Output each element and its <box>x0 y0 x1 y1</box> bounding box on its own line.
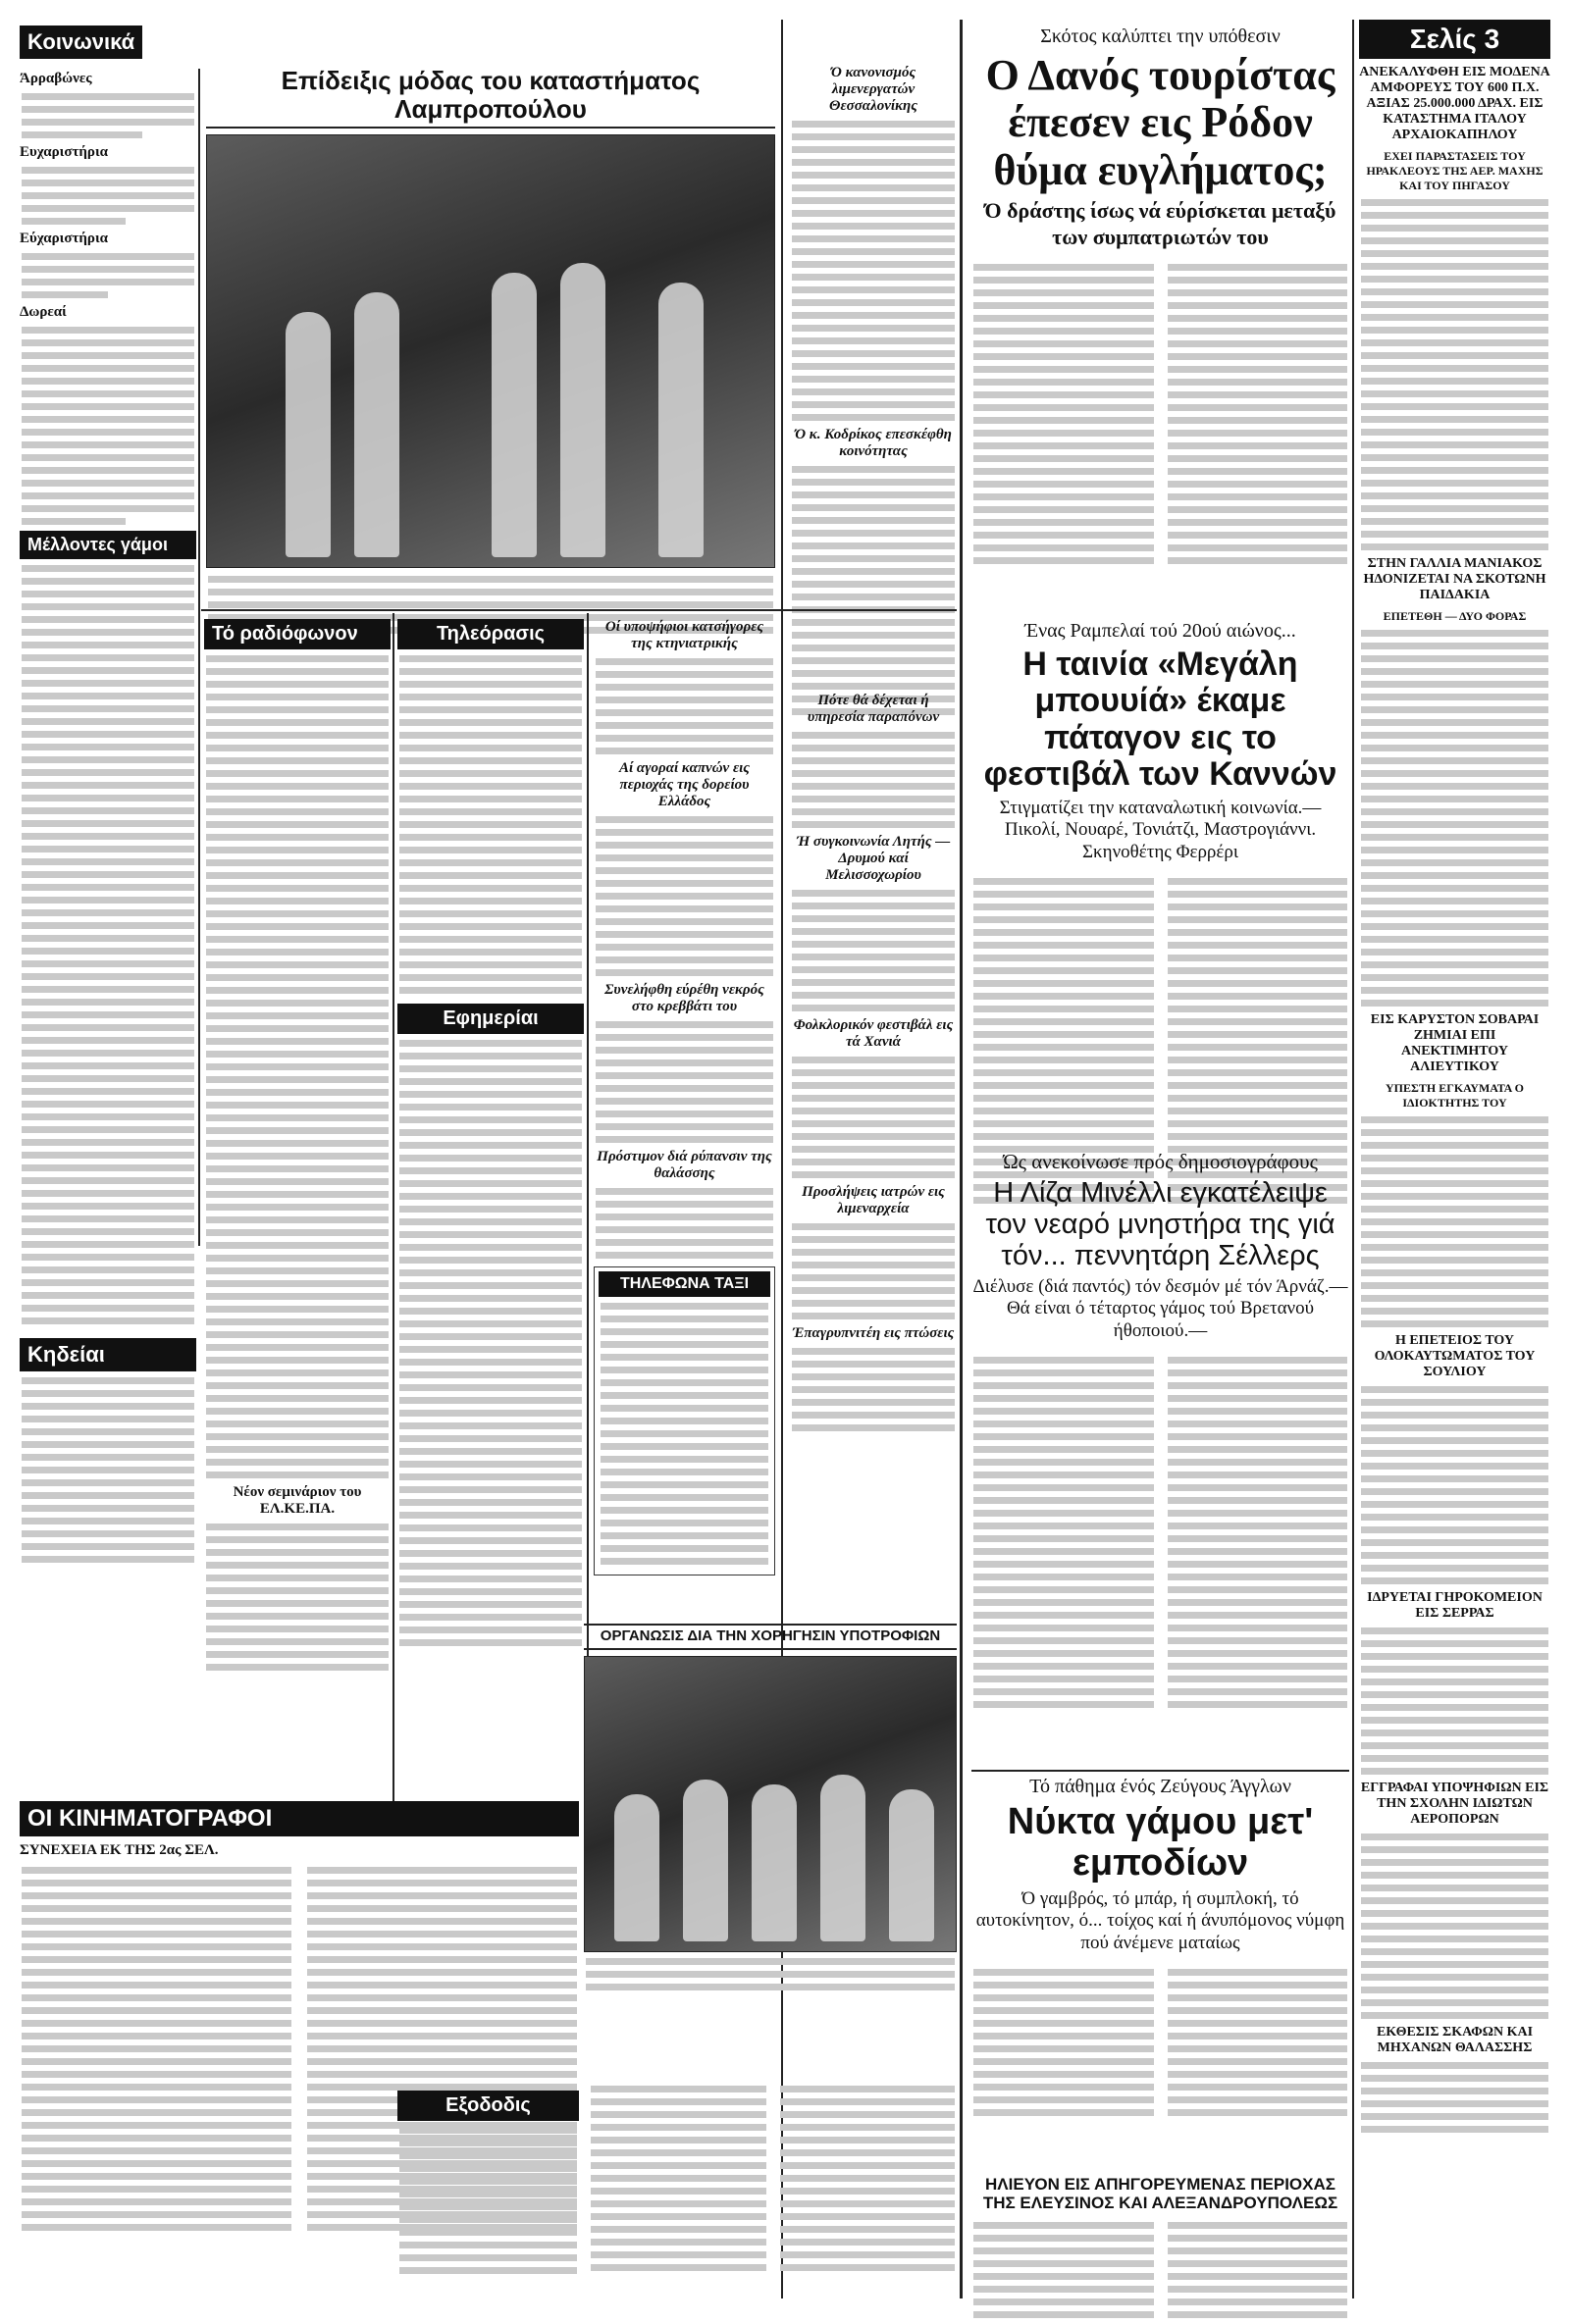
complaints-office-headline: Πότε θά δέχεται ή υπηρεσία παραπόνων <box>807 693 940 725</box>
souli-headline: Η ΕΠΕΤΕΙΟΣ ΤΟΥ ΟΛΟΚΑΥΤΩΜΑΤΟΣ ΤΟΥ ΣΟΥΛΙΟΥ <box>1374 1333 1536 1379</box>
cannes-headline: Η ταινία «Μεγάλη μπουυίά» έκαμε πάταγον εις το φεστιβάλ των Καννών <box>983 646 1337 794</box>
model-figure <box>492 273 537 557</box>
cinemas-band: ΟΙ ΚΙΝΗΜΑΤΟΓΡΑΦΟΙ <box>20 1801 579 1836</box>
cinemas-continuation: ΣΥΝΕΧΕΙΑ ΕΚ ΤΗΣ 2ας ΣΕΛ. <box>20 1842 219 1858</box>
pilots-school-headline: ΕΓΓΡΑΦΑΙ ΥΠΟΨΗΦΙΩΝ ΕΙΣ ΤΗΝ ΣΧΟΛΗΝ ΙΔΙΩΤΩΝ ΑΕΡΟΠΟΡΩΝ <box>1360 1781 1549 1827</box>
page-number-band: Σελίς 3 <box>1359 20 1550 59</box>
boats-exhibition-headline: ΕΚΘΕΣΙΣ ΣΚΑΦΩΝ ΚΑΙ ΜΗΧΑΝΩΝ ΘΑΛΑΣΣΗΣ <box>1376 2025 1534 2055</box>
amphora-headline: ΑΝΕΚΑΛΥΦΘΗ ΕΙΣ ΜΟΔΕΝΑ ΑΜΦΟΡΕΥΣ ΤΟΥ 600 Π.Χ. ΑΞΙΑΣ 25.000.000 ΔΡΑΧ. ΕΙΣ ΚΑΤΑΣΤΗΜΑ ΙΤΑΛΟΥ ΑΡΧΑΙΟΚΑΠΗΛΟΥ <box>1359 65 1550 142</box>
model-figure <box>560 263 605 557</box>
wedding-headline: Νύκτα γάμου μετ' εμποδίων <box>1007 1801 1314 1884</box>
fishing-headline: ΗΛΙΕΥΟΝ ΕΙΣ ΑΠΗΓΟΡΕΥΜΕΝΑΣ ΠΕΡΙΟΧΑΣ ΤΗΣ ΕΛΕΥΣΙΝΟΣ ΚΑΙ ΑΛΕΞΑΝΔΡΟΥΠΟΛΕΩΣ <box>982 2175 1338 2212</box>
vet-candidates-headline: Οί υποψήφιοι κατσήγορες της κτηνιατρικής <box>604 619 764 651</box>
radio-section-band: Τό ραδιόφωνον <box>204 619 391 649</box>
scholarships-headline: ΟΡΓΑΝΩΣΙΣ ΔΙΑ ΤΗΝ ΧΟΡΗΓΗΣΙΝ ΥΠΟΤΡΟΦΙΩΝ <box>584 1624 957 1650</box>
departures-block <box>397 2085 579 2280</box>
karystos-headline: ΕΙΣ ΚΑΡΥΣΤΟΝ ΣΟΒΑΡΑΙ ΖΗΜΙΑΙ ΕΠΙ ΑΝΕΚΤΙΜΗΤΟΥ ΑΛΙΕΥΤΙΚΟΥ <box>1370 1012 1540 1074</box>
engagements-heading: Άρραβώνες <box>20 71 92 86</box>
minnelli-story <box>971 1146 1349 1714</box>
lead-headline: Ο Δανός τουρίστας έπεσεν εις Ρόδον θύμα ευγλήματος; <box>985 51 1335 194</box>
elkepa-seminar-headline: Νέον σεμινάριον του ΕΛ.ΚΕ.ΠΑ. <box>233 1484 362 1517</box>
model-figure <box>286 312 331 557</box>
thanks-heading: Ευχαριστήρια <box>20 144 108 160</box>
lead-story <box>971 22 1349 570</box>
fishing-story <box>971 2176 1349 2324</box>
cannes-story <box>971 616 1349 1210</box>
taxi-phones-box <box>594 1266 775 1575</box>
folklore-festival-headline: Φολκλορικόν φεστιβάλ εις τά Χανιά <box>793 1017 954 1050</box>
amphora-subhead: ΕΧΕΙ ΠΑΡΑΣΤΑΣΕΙΣ ΤΟΥ ΗΡΑΚΛΕΟΥΣ ΤΗΣ ΑΕΡ. ΜΑΧΗΣ ΚΑΙ ΤΟΥ ΠΗΓΑΣΟΥ <box>1366 149 1544 192</box>
center-items-column <box>594 613 775 2298</box>
maniac-headline: ΣΤΗΝ ΓΑΛΛΙΑ ΜΑΝΙΑΚΟΣ ΗΔΟΝΙΖΕΤΑΙ ΝΑ ΣΚΟΤΩΝΗ ΠΑΙΔΑΚΙΑ <box>1363 556 1546 602</box>
longshoremen-headline: Ό κανονισμός λιμενεργατών Θεσσαλονίκης <box>829 65 917 114</box>
person-figure <box>820 1775 865 1941</box>
taxi-phones-title: ΤΗΛΕΦΩΝΑ ΤΑΞΙ <box>599 1271 770 1297</box>
center-right-column <box>790 687 957 1628</box>
scholarships-block <box>584 1624 957 1996</box>
scholarships-group-photo <box>584 1656 957 1952</box>
dead-in-bed-headline: Συνελήφθη εύρέθη νεκρός στο κρεββάτι του <box>604 982 764 1014</box>
minnelli-headline: Η Λίζα Μινέλλι εγκατέλειψε τον νεαρό μνηστήρα της γιά τόν... πεννητάρη Σέλλερς <box>985 1177 1335 1271</box>
person-figure <box>683 1780 728 1941</box>
departures-band: Εξοδοδις <box>397 2091 579 2121</box>
wedding-subhead: Ό γαμβρός, τό μπάρ, ή συμπλοκή, τό αυτοκίνητον, ό... τοίχος καί ή άνυπόμονος νύμφη πού άνέμενε ματαίως <box>975 1887 1345 1954</box>
model-figure <box>354 292 399 557</box>
fashion-block <box>206 67 775 640</box>
television-section-band: Τηλεόρασις <box>397 619 584 649</box>
wedding-story <box>971 1766 1349 2122</box>
far-right-column <box>1359 20 1550 2298</box>
cannes-subhead: Στιγματίζει την καταναλωτική κοινωνία.— Πικολί, Νουαρέ, Τονιάτζι, Μαστρογιάννι. Σκηνοθέτης Φερρέρι <box>999 797 1322 863</box>
wedding-kicker: Τό πάθημα ένός Ζεύγους Άγγλων <box>971 1770 1349 1798</box>
transport-headline: Ή συγκοινωνία Λητής — Δρυμού καί Μελισσοχωρίου <box>796 834 951 883</box>
funerals-band: Κηδείαι <box>20 1338 196 1371</box>
fashion-headline: Επίδειξις μόδας του καταστήματος Λαμπροπούλου <box>206 67 775 129</box>
lead-subhead: Ό δράστης ίσως νά εύρίσκεται μεταξύ των συμπατριωτών του <box>984 198 1336 249</box>
minnelli-kicker: Ώς ανεκοίνωσε πρός δημοσιογράφους <box>1003 1150 1318 1173</box>
person-figure <box>752 1784 797 1941</box>
tobacco-headline: Αί αγοραί καπνών εις περιοχάς της δορείου Ελλάδος <box>619 760 750 809</box>
cannes-kicker: Ένας Ραμπελαί τού 20ού αιώνος... <box>1024 620 1296 642</box>
karystos-subhead: ΥΠΕΣΤΗ ΕΓΚΑΥΜΑΤΑ Ο ΙΔΙΟΚΤΗΤΗΣ ΤΟΥ <box>1386 1081 1524 1110</box>
vigilance-headline: Έπαγρυπνιτέη εις πτώσεις <box>792 1325 955 1341</box>
doctors-hiring-headline: Προσλήψεις ιατρών εις λιμεναρχεία <box>802 1184 945 1216</box>
nursing-home-headline: ΙΔΡΥΕΤΑΙ ΓΗΡΟΚΟΜΕΙΟΝ ΕΙΣ ΣΕΡΡΑΣ <box>1367 1590 1543 1621</box>
maniac-subhead: ΕΠΕΤΕΘΗ — ΔΥΟ ΦΟΡΑΣ <box>1383 609 1527 623</box>
kodrikos-headline: Ό κ. Κοδρίκος επεσκέφθη κοινότητας <box>795 427 952 459</box>
fashion-show-photo <box>206 134 775 568</box>
model-figure <box>658 283 704 557</box>
minnelli-subhead: Διέλυσε (διά παντός) τόν δεσμόν μέ τόν Άρνάζ.— Θά είναι ό τέταρτος γάμος τού Βρετανού ήθοποιού.— <box>972 1275 1348 1342</box>
donations-heading: Δωρεαί <box>20 304 67 320</box>
person-figure <box>614 1794 659 1941</box>
lead-kicker: Σκότος καλύπτει την υπόθεσιν <box>1040 26 1281 47</box>
upcoming-weddings-band: Μέλλοντες γάμοι <box>20 531 196 559</box>
duty-section-band: Εφημερίαι <box>397 1004 584 1034</box>
bottom-center-text <box>589 2080 957 2277</box>
society-section-band: Κοινωνικά <box>20 26 142 59</box>
sea-pollution-headline: Πρόστιμον διά ρύπανσιν της θαλάσσης <box>597 1149 772 1181</box>
person-figure <box>889 1789 934 1941</box>
thanks-heading-2: Εύχαριστήρια <box>20 231 108 246</box>
